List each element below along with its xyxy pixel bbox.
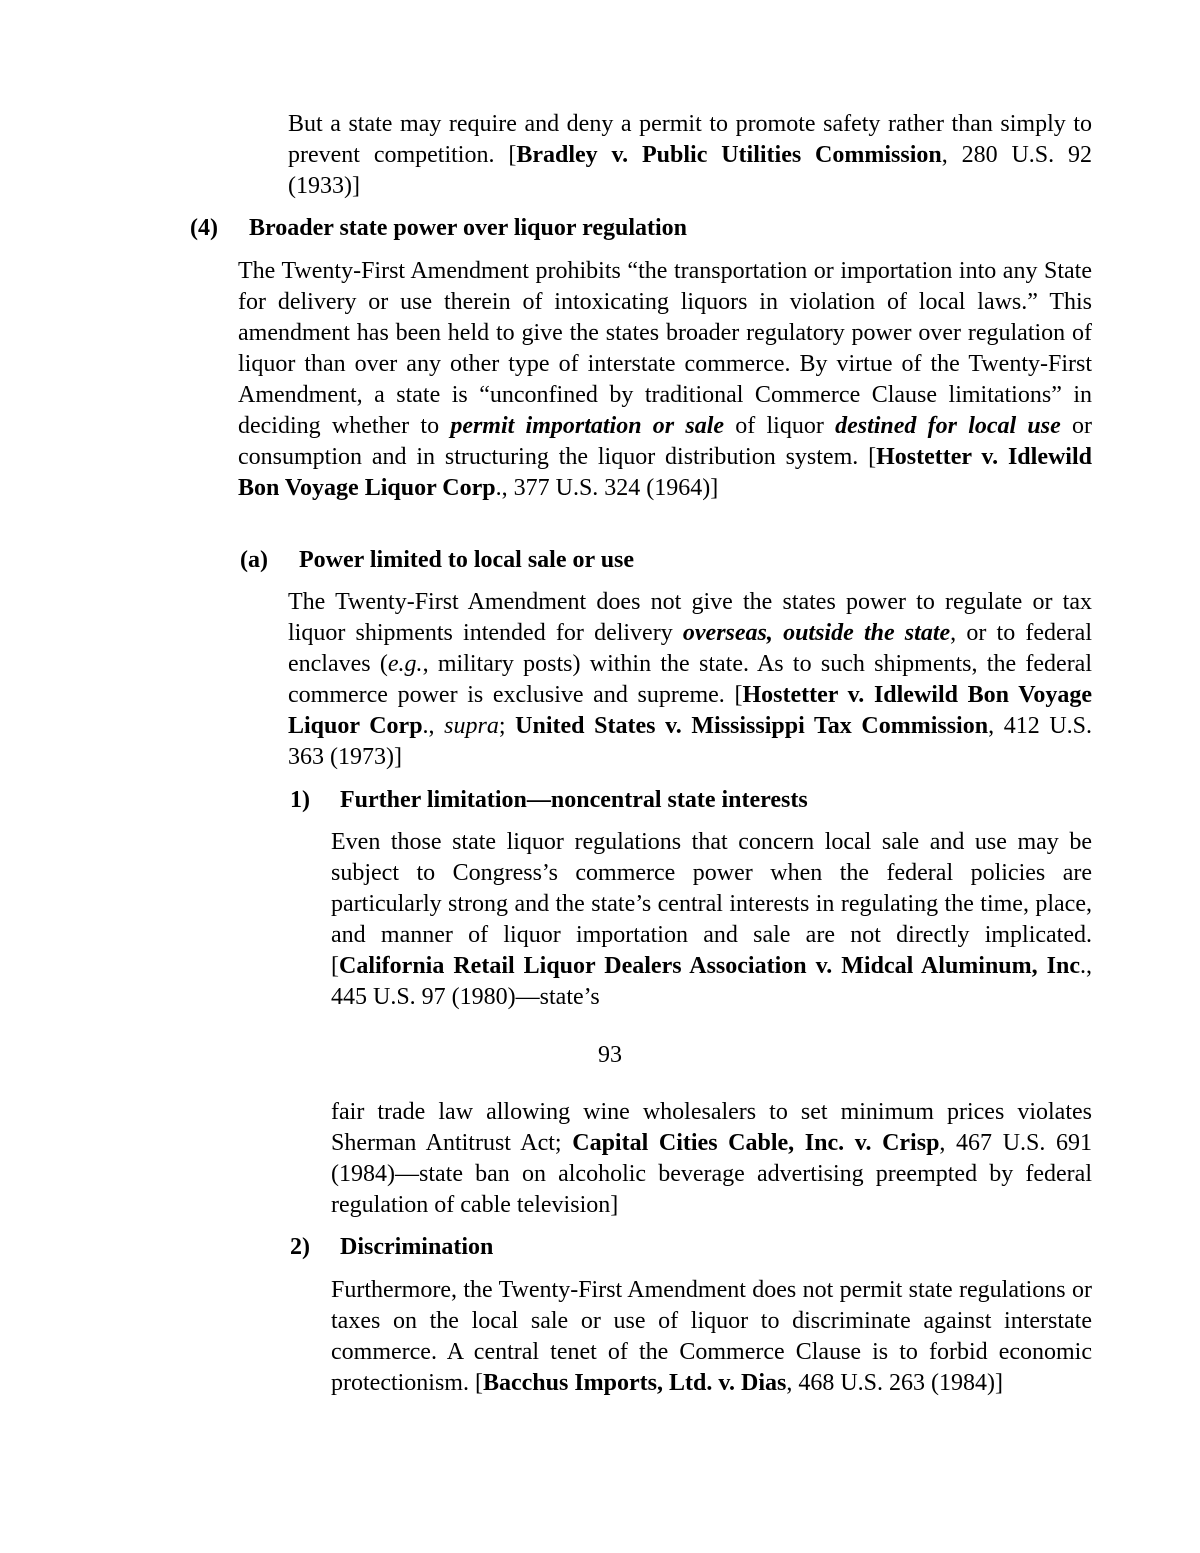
emphasis-destined-local-use: destined for local use bbox=[835, 413, 1061, 439]
twenty-first-text-3: or consumption and in structuring the liquor distribution system. [ bbox=[238, 413, 1093, 470]
heading-2-title: Discrimination bbox=[340, 1234, 494, 1260]
paragraph-further-limitation bbox=[331, 827, 1092, 1013]
power-limited-text-4: ., bbox=[422, 713, 445, 739]
bacchus-citation: , 468 U.S. 263 (1984)] bbox=[786, 1370, 1003, 1396]
heading-1-title: Further limitation—noncentral state interests bbox=[340, 787, 808, 813]
emphasis-permit-importation: permit importation or sale bbox=[450, 413, 725, 439]
paragraph-continuation bbox=[331, 1097, 1092, 1221]
power-limited-text-2: , or to federal enclaves ( bbox=[288, 620, 1092, 677]
twenty-first-text-2: of liquor bbox=[724, 413, 836, 439]
eg-abbrev: e.g. bbox=[387, 651, 423, 677]
paragraph-twenty-first-amendment bbox=[238, 256, 1092, 504]
emphasis-overseas-outside: overseas, outside the state bbox=[682, 620, 951, 646]
heading-a-title: Power limited to local sale or use bbox=[299, 547, 635, 573]
heading-1-number: 1) bbox=[290, 787, 310, 813]
power-limited-text-1: The Twenty-First Amendment does not give the states power to regulate or tax liquor shipments intended for delivery bbox=[288, 589, 1092, 646]
page-number: 93 bbox=[598, 1042, 622, 1068]
bradley-text: But a state may require and deny a permit to promote safety rather than simply to prevent competition. [ bbox=[288, 111, 1092, 168]
midcal-citation: ., 445 U.S. 97 (1980)—state’s bbox=[331, 953, 1092, 1010]
supra-ref: supra bbox=[444, 713, 499, 739]
heading-2-number: 2) bbox=[290, 1234, 310, 1260]
case-name-bacchus: Bacchus Imports, Ltd. v. Dias bbox=[482, 1370, 787, 1396]
paragraph-bradley bbox=[288, 109, 1092, 202]
capital-cities-citation: , 467 U.S. 691 (1984)—state ban on alcoholic beverage advertising preempted by federal regulation of cable television] bbox=[331, 1130, 1093, 1218]
heading-2 bbox=[290, 1232, 493, 1263]
hostetter-citation: ., 377 U.S. 324 (1964)] bbox=[495, 475, 719, 501]
twenty-first-text-1: The Twenty-First Amendment prohibits “the transportation or importation into any State for delivery or use therein of intoxicating liquors in violation of local laws.” This amendment has been held to give the states broader regulatory power over regulation of liquor than over any other type of interstate commerce. By virtue of the Twenty-First Amendment, a state is “unconfined by traditional Commerce Clause limitations” in deciding whether to bbox=[238, 258, 1092, 439]
heading-a-number: (a) bbox=[240, 547, 268, 573]
paragraph-power-limited bbox=[288, 587, 1092, 773]
heading-a bbox=[240, 545, 634, 576]
heading-4-title: Broader state power over liquor regulation bbox=[249, 215, 687, 241]
further-limitation-text: Even those state liquor regulations that concern local sale and use may be subject to Congress’s commerce power when the federal policies are particularly strong and the state’s central interests in regulating the time, place, and manner of liquor importation and sale are not directly implicated. [ bbox=[331, 829, 1092, 979]
heading-4-number: (4) bbox=[190, 215, 218, 241]
heading-1 bbox=[290, 785, 808, 816]
power-limited-text-5: ; bbox=[498, 713, 516, 739]
case-name-midcal: California Retail Liquor Dealers Association v. Midcal Aluminum, Inc bbox=[339, 953, 1080, 979]
continuation-text: fair trade law allowing wine wholesalers to set minimum prices violates Sherman Antitrust Act; bbox=[331, 1099, 1092, 1156]
case-name-bradley: Bradley v. Public Utilities Commission bbox=[516, 142, 942, 168]
case-name-capital-cities: Capital Cities Cable, Inc. v. Crisp bbox=[572, 1130, 940, 1156]
mississippi-citation: , 412 U.S. 363 (1973)] bbox=[288, 713, 1092, 770]
case-name-hostetter-2: Hostetter v. Idlewild Bon Voyage Liquor Corp bbox=[288, 682, 1092, 739]
case-name-hostetter: Hostetter v. Idlewild Bon Voyage Liquor Corp bbox=[238, 444, 1092, 501]
bradley-citation: , 280 U.S. 92 (1933)] bbox=[288, 142, 1092, 199]
case-name-mississippi: United States v. Mississippi Tax Commission bbox=[515, 713, 989, 739]
heading-4 bbox=[190, 213, 687, 244]
paragraph-discrimination bbox=[331, 1275, 1092, 1399]
discrimination-text: Furthermore, the Twenty-First Amendment does not permit state regulations or taxes on the local sale or use of liquor to discriminate against interstate commerce. A central tenet of the Commerce Clause is to forbid economic protectionism. [ bbox=[331, 1277, 1092, 1396]
power-limited-text-3: , military posts) within the state. As to such shipments, the federal commerce power is exclusive and supreme. [ bbox=[288, 651, 1093, 708]
